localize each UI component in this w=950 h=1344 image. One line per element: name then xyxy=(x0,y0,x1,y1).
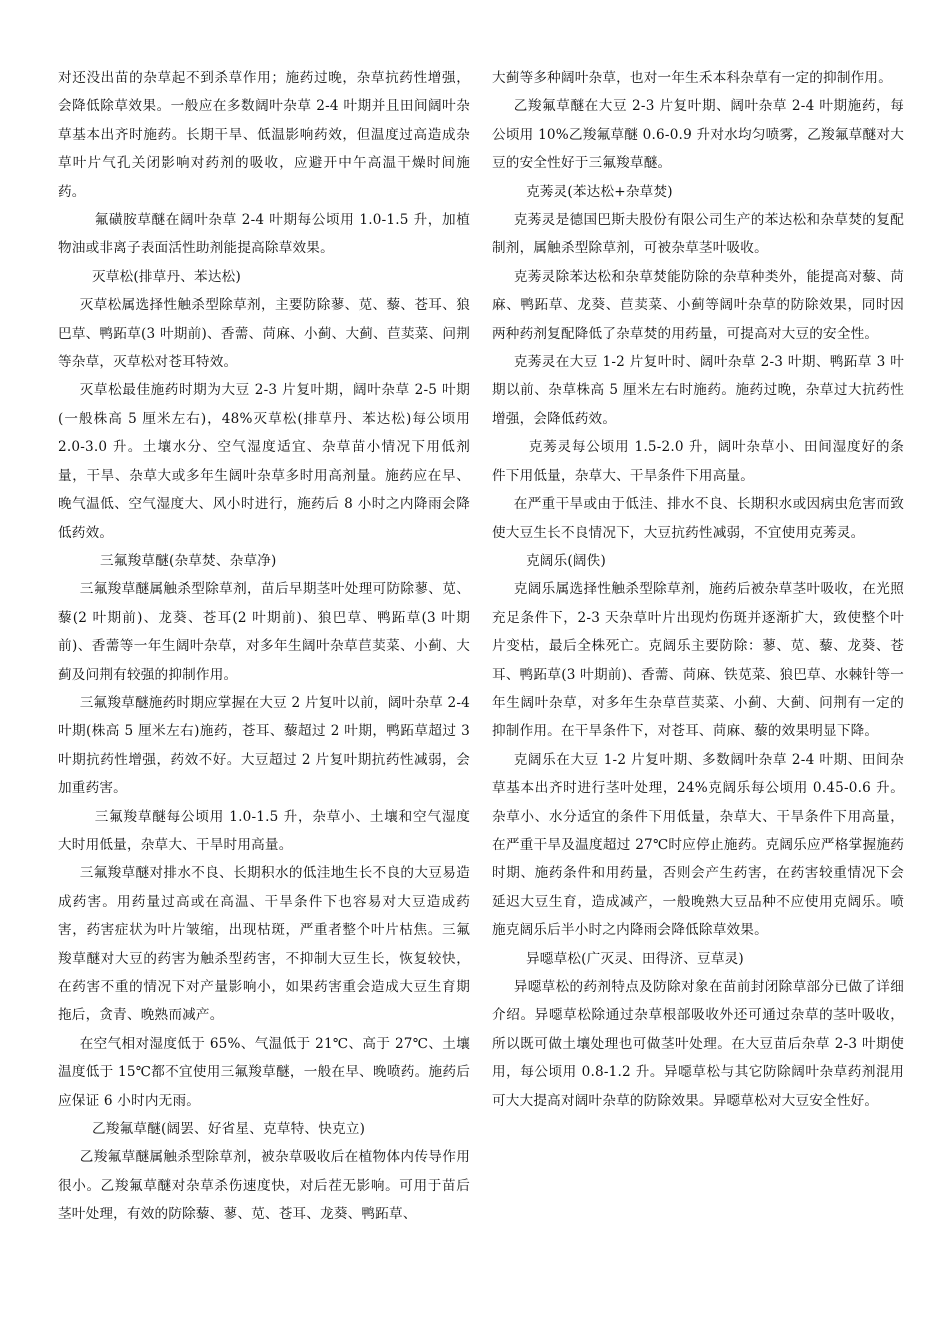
paragraph: 三氟羧草醚对排水不良、长期积水的低洼地生长不良的大豆易造成药害。用药量过高或在高温、干旱条件下也容易对大豆造成药害，药害症状为叶片皱缩，出现枯斑，严重者整个叶片枯焦。三氟羧草醚对大豆的药害为触杀型药害，不抑制大豆生长，恢复较快，在药害不重的情况下对产量影响小，如果药害重会造成大豆生育期拖后，贪青、晚熟而减产。 xyxy=(58,865,470,1024)
section-heading: 克莠灵(苯达松+杂草焚) xyxy=(526,183,673,200)
paragraph: 乙羧氟草醚属触杀型除草剂，被杂草吸收后在植物体内传导作用很小。乙羧氟草醚对杂草杀伤速度快，对后茬无影响。可用于苗后茎叶处理，有效的防除藜、蓼、苋、苍耳、龙葵、鸭跖草、 xyxy=(58,1149,470,1223)
section-heading: 克阔乐(阔佚) xyxy=(526,552,606,569)
section-heading: 乙羧氟草醚(阔罢、好省星、克草特、快克立) xyxy=(92,1121,366,1138)
paragraph: 在严重干旱或由于低洼、排水不良、长期积水或因病虫危害而致使大豆生长不良情况下，大豆抗药性减弱，不宜使用克莠灵。 xyxy=(492,496,904,541)
paragraph: 氟磺胺草醚在阔叶杂草 2-4 叶期每公顷用 1.0-1.5 升，加植物油或非离子表面活性助剂能提高除草效果。 xyxy=(58,212,470,257)
paragraph: 三氟羧草醚施药时期应掌握在大豆 2 片复叶以前，阔叶杂草 2-4 叶期(株高 5 厘米左右)施药，苍耳、藜超过 2 叶期，鸭跖草超过 3 叶期抗药性增强，药效不好。大豆超过 2 片复叶期抗药性减弱，会加重药害。 xyxy=(58,694,470,797)
section-heading: 异噁草松(广灭灵、田得济、豆草灵) xyxy=(526,950,744,967)
paragraph: 克莠灵在大豆 1-2 片复叶时、阔叶杂草 2-3 叶期、鸭跖草 3 叶期以前、杂草株高 5 厘米左右时施药。施药过晚，杂草过大抗药性增强，会降低药效。 xyxy=(492,354,904,427)
paragraph: 克莠灵是德国巴斯夫股份有限公司生产的苯达松和杂草焚的复配制剂，属触杀型除草剂，可被杂草茎叶吸收。 xyxy=(492,212,904,257)
paragraph: 克莠灵除苯达松和杂草焚能防除的杂草种类外，能提高对藜、苘麻、鸭跖草、龙葵、苣荬菜、小蓟等阔叶杂草的防除效果，同时因两种药剂复配降低了杂草焚的用药量，可提高对大豆的安全性。 xyxy=(492,268,904,342)
paragraph: 在空气相对湿度低于 65%、气温低于 21℃、高于 27℃、土壤温度低于 15℃都不宜使用三氟羧草醚，一般在早、晚喷药。施药后应保证 6 小时内无雨。 xyxy=(58,1035,470,1109)
paragraph: 对还没出苗的杂草起不到杀草作用；施药过晚，杂草抗药性增强，会降低除草效果。一般应在多数阔叶杂草 2-4 叶期并且田间阔叶杂草基本出齐时施药。长期干旱、低温影响药效，但温度过高造成杂草叶片气孔关闭影响对药剂的吸收，应避开中午高温干燥时间施药。 xyxy=(58,70,470,200)
paragraph: 三氟羧草醚属触杀型除草剂，苗后早期茎叶处理可防除蓼、苋、藜(2 叶期前)、龙葵、苍耳(2 叶期前)、狼巴草、鸭跖草(3 叶期前)、香薷等一年生阔叶杂草，对多年生阔叶杂草苣荬菜、小蓟、大蓟及问荆有较强的抑制作用。 xyxy=(58,581,470,683)
paragraph: 克阔乐在大豆 1-2 片复叶期、多数阔叶杂草 2-4 叶期、田间杂草基本出齐时进行茎叶处理，24%克阔乐每公顷用 0.45-0.6 升。杂草小、水分适宜的条件下用低量，杂草大、干旱条件下用高量，在严重干旱及温度超过 27℃时应停止施药。克阔乐应严格掌握施药时期、施药条件和用药量，否则会产生药害，在药害较重情况下会延迟大豆生育，造成减产，一般晚熟大豆品种不应使用克阔乐。喷施克阔乐后半小时之内降雨会降低除草效果。 xyxy=(492,751,904,939)
paragraph: 大蓟等多种阔叶杂草，也对一年生禾本科杂草有一定的抑制作用。 xyxy=(492,70,893,86)
paragraph: 灭草松属选择性触杀型除草剂，主要防除蓼、苋、藜、苍耳、狼巴草、鸭跖草(3 叶期前)、香薷、苘麻、小蓟、大蓟、苣荬菜、问荆等杂草，灭草松对苍耳特效。 xyxy=(58,297,470,371)
section-heading: 三氟羧草醚(杂草焚、杂草净) xyxy=(100,552,277,569)
paragraph: 异噁草松的药剂特点及防除对象在苗前封闭除草部分已做了详细介绍。异噁草松除通过杂草根部吸收外还可通过杂草的茎叶吸收，所以既可做土壤处理也可做茎叶处理。在大豆苗后杂草 2-3 叶期使用，每公顷用 0.8-1.2 升。异噁草松与其它防除阔叶杂草药剂混用可大大提高对阔叶杂草的防除效果。异噁草松对大豆安全性好。 xyxy=(492,979,904,1109)
paragraph: 克阔乐属选择性触杀型除草剂，施药后被杂草茎叶吸收，在光照充足条件下，2-3 天杂草叶片出现灼伤斑并逐渐扩大，致使整个叶片变枯，最后全株死亡。克阔乐主要防除：蓼、苋、藜、龙葵、苍耳、鸭跖草(3 叶期前)、香薷、苘麻、铁苋菜、狼巴草、水棘针等一年生阔叶杂草，对多年生杂草苣荬菜、小蓟、大蓟、问荆有一定的抑制作用。在干旱条件下，对苍耳、苘麻、藜的效果明显下降。 xyxy=(492,581,904,740)
paragraph: 克莠灵每公顷用 1.5-2.0 升，阔叶杂草小、田间湿度好的条件下用低量，杂草大、干旱条件下用高量。 xyxy=(492,439,904,484)
left-column xyxy=(58,64,470,1229)
section-heading: 灭草松(排草丹、苯达松) xyxy=(92,268,241,285)
right-column xyxy=(492,64,904,1115)
paragraph: 乙羧氟草醚在大豆 2-3 片复叶期、阔叶杂草 2-4 叶期施药，每公顷用 10%乙羧氟草醚 0.6-0.9 升对水均匀喷雾，乙羧氟草醚对大豆的安全性好于三氟羧草醚。 xyxy=(492,98,904,172)
paragraph: 三氟羧草醚每公顷用 1.0-1.5 升，杂草小、土壤和空气湿度大时用低量，杂草大、干旱时用高量。 xyxy=(58,808,470,853)
paragraph: 灭草松最佳施药时期为大豆 2-3 片复叶期，阔叶杂草 2-5 叶期(一般株高 5 厘米左右)，48%灭草松(排草丹、苯达松)每公顷用 2.0-3.0 升。土壤水分、空气湿度适宜、杂草苗小情况下用低剂量，干旱、杂草大或多年生阔叶杂草多时用高剂量。施药应在早、晚气温低、空气湿度大、风小时进行，施药后 8 小时之内降雨会降低药效。 xyxy=(58,382,470,541)
